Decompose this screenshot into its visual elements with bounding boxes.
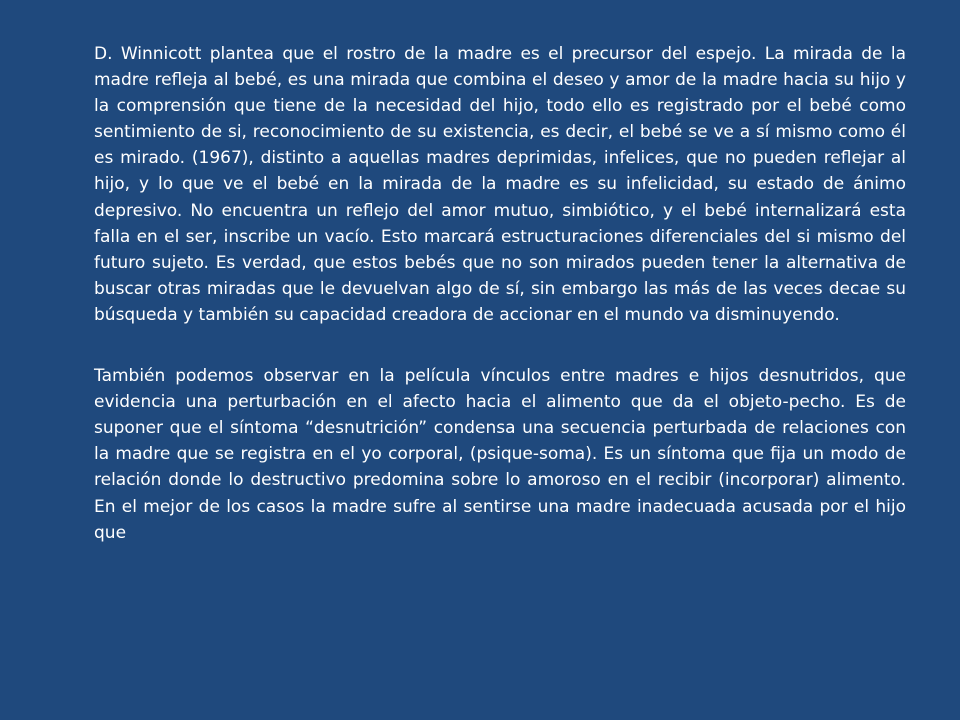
paragraph-winnicott: D. Winnicott plantea que el rostro de la madre es el precursor del espejo. La mirada de la madre refleja al bebé, es una mirada que combina el deseo y amor de la madre hacia su hijo y la comprensión que tiene de la necesidad del hijo, todo ello es registrado por el bebé como sentimiento de si, reconocimiento de su existencia, es decir, el bebé se ve a sí mismo como él es mirado. (1967), distinto a aquellas madres deprimidas, infelices, que no pueden reflejar al hijo, y lo que ve el bebé en la mirada de la madre es su infelicidad, su estado de ánimo depresivo. No encuentra un reflejo del amor mutuo, simbiótico, y el bebé internalizará esta falla en el ser, inscribe un vacío. Esto marcará estructuraciones diferenciales del si mismo del futuro sujeto. Es verdad, que estos bebés que no son mirados pueden tener la alternativa de buscar otras miradas que le devuelvan algo de sí, sin embargo las más de las veces decae su búsqueda y también su capacidad creadora de accionar en el mundo va disminuyendo.	[94, 44, 906, 325]
paragraph-desnutricion: También podemos observar en la película vínculos entre madres e hijos desnutridos, que evidencia una perturbación en el afecto hacia el alimento que da el objeto-pecho. Es de suponer que el síntoma “desnutrición” condensa una secuencia perturbada de relaciones con la madre que se registra en el yo corporal, (psique-soma). Es un síntoma que fija un modo de relación donde lo destructivo predomina sobre lo amoroso en el recibir (incorporar) alimento. En el mejor de los casos la madre sufre al sentirse una madre inadecuada acusada por el hijo que	[94, 366, 906, 543]
slide-body	[94, 41, 906, 546]
